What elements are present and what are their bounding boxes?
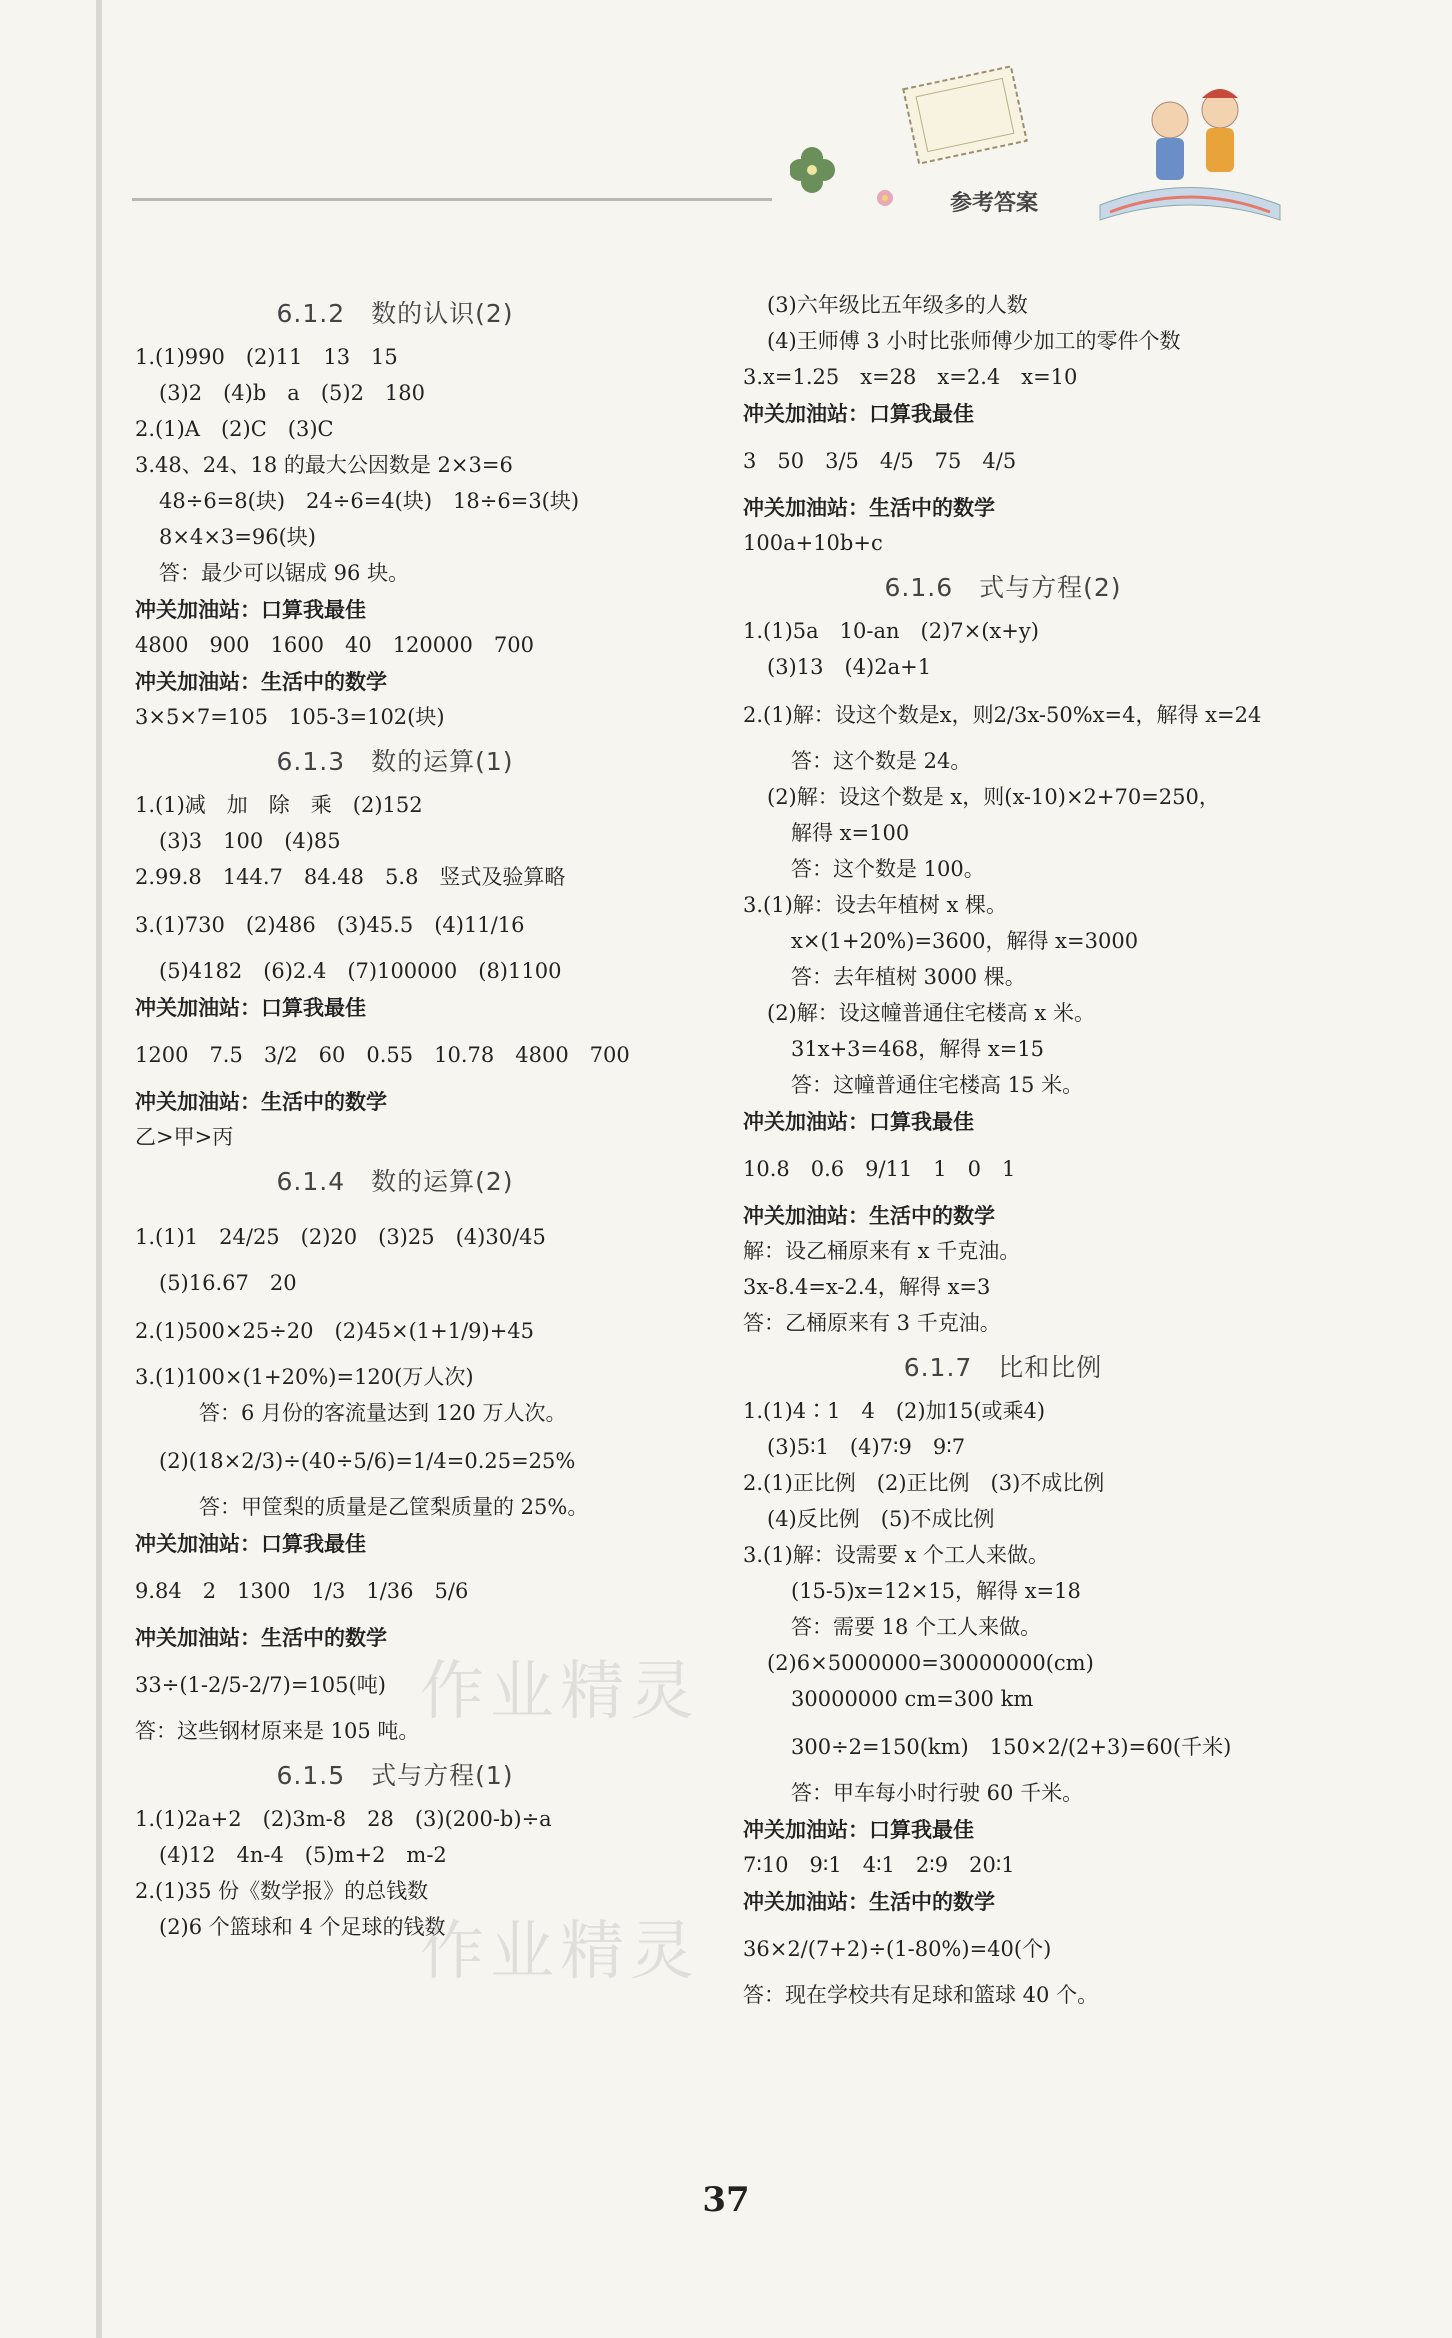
flower-icon xyxy=(877,190,893,206)
answer-line: 31x+3=468，解得 x=15 xyxy=(791,1037,1045,1061)
stamp-icon xyxy=(903,66,1026,163)
answer-line: 3.(1)解：设需要 x 个工人来做。 xyxy=(743,1543,1049,1567)
header-label: 参考答案 xyxy=(950,191,1039,216)
subsection-heading: 冲关加油站：生活中的数学 xyxy=(135,670,387,694)
answer-line: (3)5∶1 (4)7∶9 9∶7 xyxy=(767,1435,966,1459)
answer-line: 2.(1)解：设这个数是x，则2/3x-50%x=4，解得 x=24 xyxy=(743,703,1262,727)
answer-line: (4)12 4n-4 (5)m+2 m-2 xyxy=(159,1843,447,1867)
answer-line: 2.(1)A (2)C (3)C xyxy=(135,417,334,441)
answer-line: 答：甲车每小时行驶 60 千米。 xyxy=(791,1781,1084,1805)
answer-line: 36×2/(7+2)÷(1-80%)=40(个) xyxy=(743,1937,1052,1961)
answer-line: (2)6 个篮球和 4 个足球的钱数 xyxy=(159,1915,446,1939)
answer-line: (5)16.67 20 xyxy=(159,1271,297,1295)
answer-line: 1200 7.5 3/2 60 0.55 10.78 4800 700 xyxy=(135,1043,630,1067)
subsection-heading: 冲关加油站：口算我最佳 xyxy=(135,1532,366,1556)
answer-line: 4800 900 1600 40 120000 700 xyxy=(135,633,534,657)
section-title: 6.1.7 比和比例 xyxy=(903,1353,1103,1382)
section-title: 6.1.4 数的运算(2) xyxy=(276,1167,514,1196)
answer-line: 3.(1)730 (2)486 (3)45.5 (4)11/16 xyxy=(135,913,525,937)
section-title: 6.1.3 数的运算(1) xyxy=(276,747,514,776)
answer-line: 3 50 3/5 4/5 75 4/5 xyxy=(743,449,1017,473)
answer-line: 3.48、24、18 的最大公因数是 2×3=6 xyxy=(135,453,513,477)
answer-line: (3)13 (4)2a+1 xyxy=(767,655,932,679)
answer-line: 2.99.8 144.7 84.48 5.8 竖式及验算略 xyxy=(135,865,566,889)
answer-line: 答：甲筐梨的质量是乙筐梨质量的 25%。 xyxy=(199,1495,589,1519)
subsection-heading: 冲关加油站：生活中的数学 xyxy=(743,496,995,520)
answer-line: 答：这幢普通住宅楼高 15 米。 xyxy=(791,1073,1084,1097)
subsection-heading: 冲关加油站：生活中的数学 xyxy=(135,1090,387,1114)
section-title: 6.1.6 式与方程(2) xyxy=(884,573,1122,602)
section-title: 6.1.2 数的认识(2) xyxy=(276,299,514,328)
answer-line: (2)解：设这幢普通住宅楼高 x 米。 xyxy=(767,1001,1095,1025)
answer-line: (2)(18×2/3)÷(40÷5/6)=1/4=0.25=25% xyxy=(159,1449,576,1473)
answer-line: 解得 x=100 xyxy=(791,821,910,845)
answer-line: 2.(1)500×25÷20 (2)45×(1+1/9)+45 xyxy=(135,1319,535,1343)
page-edge xyxy=(96,0,102,2338)
answer-line: 答：去年植树 3000 棵。 xyxy=(791,965,1026,989)
answer-line: 1.(1)2a+2 (2)3m-8 28 (3)(200-b)÷a xyxy=(135,1807,552,1831)
watermark: 作业精灵 xyxy=(420,1915,700,1989)
answer-line: 1.(1)减 加 除 乘 (2)152 xyxy=(135,793,423,817)
answer-line: (4)王师傅 3 小时比张师傅少加工的零件个数 xyxy=(767,329,1181,353)
subsection-heading: 冲关加油站：口算我最佳 xyxy=(135,996,366,1020)
answer-line: 3x-8.4=x-2.4，解得 x=3 xyxy=(743,1275,991,1299)
answer-line: 3.(1)100×(1+20%)=120(万人次) xyxy=(135,1365,474,1389)
subsection-heading: 冲关加油站：生活中的数学 xyxy=(135,1626,387,1650)
watermark: 作业精灵 xyxy=(420,1655,700,1729)
answer-line: 1.(1)4∶1 4 (2)加15(或乘4) xyxy=(743,1399,1046,1423)
answer-line: 1.(1)990 (2)11 13 15 xyxy=(135,345,398,369)
answer-line: 100a+10b+c xyxy=(743,531,883,555)
answer-line: 3.(1)解：设去年植树 x 棵。 xyxy=(743,893,1007,917)
answer-line: 答：需要 18 个工人来做。 xyxy=(791,1615,1042,1639)
answer-line: 48÷6=8(块) 24÷6=4(块) 18÷6=3(块) xyxy=(159,489,580,513)
answer-line: (2)解：设这个数是 x，则(x-10)×2+70=250， xyxy=(767,785,1220,809)
answer-line: (15-5)x=12×15，解得 x=18 xyxy=(791,1579,1081,1603)
answer-line: (4)反比例 (5)不成比例 xyxy=(767,1507,995,1531)
clover-icon xyxy=(790,147,835,193)
answer-line: x×(1+20%)=3600，解得 x=3000 xyxy=(791,929,1139,953)
page-number: 37 xyxy=(702,2180,750,2220)
subsection-heading: 冲关加油站：口算我最佳 xyxy=(743,402,974,426)
kids-on-book-icon xyxy=(1100,89,1280,220)
answer-line: 1.(1)5a 10-an (2)7×(x+y) xyxy=(743,619,1039,643)
answer-line: 3×5×7=105 105-3=102(块) xyxy=(135,705,445,729)
answer-line: (3)六年级比五年级多的人数 xyxy=(767,293,1028,317)
answer-line: (3)3 100 (4)85 xyxy=(159,829,341,853)
subsection-heading: 冲关加油站：生活中的数学 xyxy=(743,1890,995,1914)
answer-line: 答：这个数是 100。 xyxy=(791,857,985,881)
answer-line: 答：现在学校共有足球和篮球 40 个。 xyxy=(743,1983,1099,2007)
subsection-heading: 冲关加油站：生活中的数学 xyxy=(743,1204,995,1228)
answer-line: 解：设乙桶原来有 x 千克油。 xyxy=(743,1239,1021,1263)
answer-line: 8×4×3=96(块) xyxy=(159,525,316,549)
header-illustration xyxy=(790,60,1310,240)
answer-line: 答：6 月份的客流量达到 120 万人次。 xyxy=(199,1401,567,1425)
answer-line: 答：这个数是 24。 xyxy=(791,749,972,773)
subsection-heading: 冲关加油站：口算我最佳 xyxy=(743,1818,974,1842)
answer-line: 答：最少可以锯成 96 块。 xyxy=(159,561,410,585)
answer-line: 2.(1)35 份《数学报》的总钱数 xyxy=(135,1879,429,1903)
right-column xyxy=(743,288,1263,2014)
answer-line: 33÷(1-2/5-2/7)=105(吨) xyxy=(135,1673,386,1697)
subsection-heading: 冲关加油站：口算我最佳 xyxy=(135,598,366,622)
answer-line: (2)6×5000000=30000000(cm) xyxy=(767,1651,1094,1675)
answer-line: 7∶10 9∶1 4∶1 2∶9 20∶1 xyxy=(743,1853,1015,1877)
answer-line: 30000000 cm=300 km xyxy=(791,1687,1034,1711)
answer-line: 9.84 2 1300 1/3 1/36 5/6 xyxy=(135,1579,469,1603)
answer-line: (5)4182 (6)2.4 (7)100000 (8)1100 xyxy=(159,959,562,983)
answer-line: 答：这些钢材原来是 105 吨。 xyxy=(135,1719,420,1743)
section-title: 6.1.5 式与方程(1) xyxy=(276,1761,514,1790)
answer-line: (3)2 (4)b a (5)2 180 xyxy=(159,381,426,405)
header-rule xyxy=(132,198,772,201)
answer-line: 300÷2=150(km) 150×2/(2+3)=60(千米) xyxy=(791,1735,1232,1759)
answer-line: 答：乙桶原来有 3 千克油。 xyxy=(743,1311,1001,1335)
answer-line: 1.(1)1 24/25 (2)20 (3)25 (4)30/45 xyxy=(135,1225,546,1249)
answer-line: 10.8 0.6 9/11 1 0 1 xyxy=(743,1157,1016,1181)
answer-line: 乙>甲>丙 xyxy=(135,1125,234,1149)
answer-line: 2.(1)正比例 (2)正比例 (3)不成比例 xyxy=(743,1471,1105,1495)
subsection-heading: 冲关加油站：口算我最佳 xyxy=(743,1110,974,1134)
answer-line: 3.x=1.25 x=28 x=2.4 x=10 xyxy=(743,365,1078,389)
